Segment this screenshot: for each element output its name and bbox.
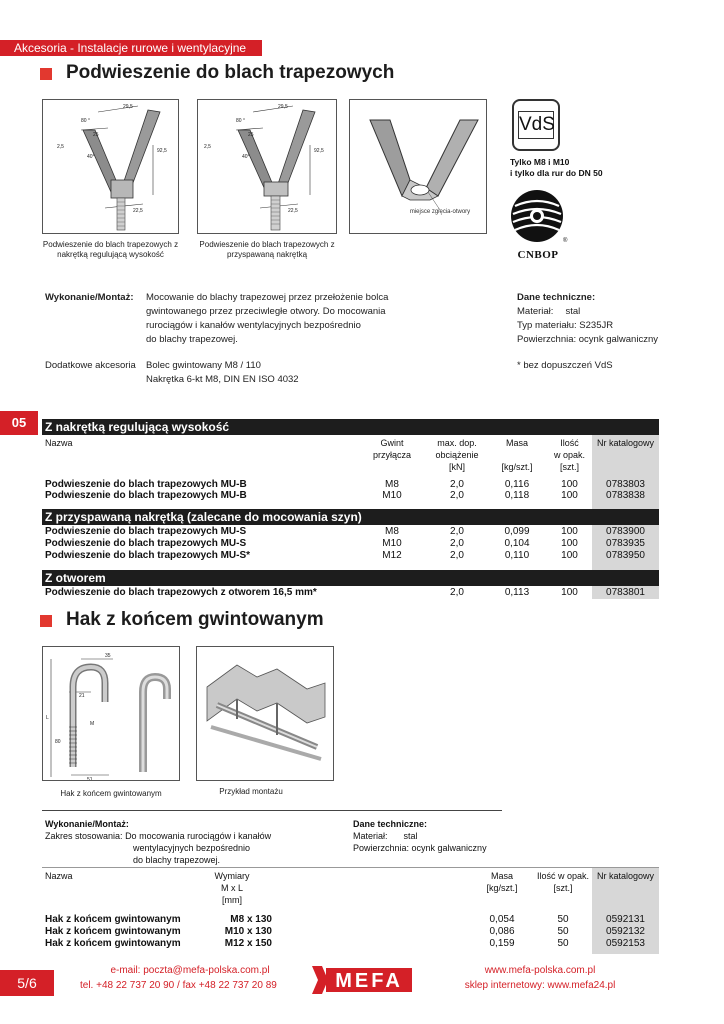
cnbop-text: CNBOP <box>517 249 559 261</box>
vds-logo <box>512 99 560 151</box>
dim-35: 35 <box>105 653 111 659</box>
vds-logo-text: VdS <box>518 111 554 139</box>
dim-2-5: 2,5 <box>57 144 64 150</box>
table-row: Hak z końcem gwintowanym M8 x 130 0,054 50 0592131 <box>45 914 645 925</box>
dim-40: 40° <box>87 154 95 160</box>
dim-22-5: 22,5 <box>288 208 298 214</box>
akcesoria-label: Dodatkowe akcesoria <box>45 360 136 371</box>
dim-92-5: 92,5 <box>157 148 167 154</box>
page-number: 5/6 <box>0 970 54 996</box>
dim-40: 40° <box>242 154 250 160</box>
tech-data: Dane techniczne: Materiał: stal Typ materiału: S235JR Powierzchnia: ocynk galwaniczny <box>517 292 658 345</box>
product-drawing-hole <box>349 99 487 234</box>
table1-header-row: Nazwa Gwint przyłącza max. dop. obciążenie [kN] Masa [kg/szt.] Ilość w opak. [szt.] Nr katalogowy <box>45 438 655 472</box>
dim-80: 80 ° <box>236 118 245 124</box>
cnbop-logo <box>507 188 569 261</box>
dim-22-5: 22,5 <box>133 208 143 214</box>
caption-mounting: Przykład montażu <box>219 787 283 796</box>
product-drawing-mu-s <box>197 99 337 234</box>
hook-tech-data: Dane techniczne: Materiał: stal Powierzchnia: ocynk galwaniczny <box>353 819 487 853</box>
product-drawing-mu-b <box>42 99 179 234</box>
table-row: Hak z końcem gwintowanym M12 x 150 0,159 50 0592153 <box>45 938 645 949</box>
table-row: Hak z końcem gwintowanym M10 x 130 0,086 50 0592132 <box>45 926 645 937</box>
vds-note: Tylko M8 i M10 i tylko dla rur do DN 50 <box>510 157 603 178</box>
divider <box>42 867 659 868</box>
table-row: Podwieszenie do blach trapezowych MU-S M8 2,0 0,099 100 0783900 <box>45 526 645 537</box>
caption-mu-s: Podwieszenie do blach trapezowych z przyspawaną nakrętką <box>199 240 335 259</box>
table-row: Podwieszenie do blach trapezowych z otworem 16,5 mm* 2,0 0,113 100 0783801 <box>45 587 645 598</box>
table2-heading: Z przyspawaną nakrętką (zalecane do mocowania szyn) <box>42 509 659 525</box>
footer-shop[interactable]: sklep internetowy: www.mefa24.pl <box>464 980 616 991</box>
dim-25: 25 <box>248 132 254 138</box>
dim-2-5: 2,5 <box>204 144 211 150</box>
footer-phone: tel. +48 22 737 20 90 / fax +48 22 737 20 89 <box>80 980 277 991</box>
dim-25: 25 <box>93 132 99 138</box>
dim-80: 80 ° <box>81 118 90 124</box>
dim-80: 80 <box>55 739 61 745</box>
caption-mu-b: Podwieszenie do blach trapezowych z nakrętką regulującą wysokość <box>42 240 179 259</box>
mounting-example-image <box>196 646 334 781</box>
dim-51: 51 <box>87 777 93 781</box>
table-row: Podwieszenie do blach trapezowych MU-B M10 2,0 0,118 100 0783838 <box>45 490 645 501</box>
table3-body <box>42 587 659 599</box>
montaz-label: Wykonanie/Montaż: <box>45 292 134 303</box>
table2-body <box>42 526 659 562</box>
table-row: Podwieszenie do blach trapezowych MU-B M8 2,0 0,116 100 0783803 <box>45 479 645 490</box>
chapter-tab: 05 <box>0 411 38 435</box>
dim-21: 21 <box>79 693 85 699</box>
hook-table-body <box>42 914 659 950</box>
table3-heading: Z otworem <box>42 570 659 586</box>
bend-holes-label: miejsce zgięcia-otwory <box>409 209 471 215</box>
dim-29-5: 29,5 <box>278 104 288 110</box>
dim-92-5: 92,5 <box>314 148 324 154</box>
akcesoria-list: Bolec gwintowany M8 / 110 Nakrętka 6-kt M8, DIN EN ISO 4032 <box>146 360 299 385</box>
footer-email[interactable]: e-mail: poczta@mefa-polska.com.pl <box>110 965 270 976</box>
divider <box>42 810 502 811</box>
hook-drawing <box>42 646 180 781</box>
category-bar <box>0 40 262 56</box>
svg-text:®: ® <box>563 238 568 244</box>
section2-title: Hak z końcem gwintowanym <box>66 609 324 630</box>
table1-heading: Z nakrętką regulującą wysokość <box>42 419 659 435</box>
mefa-logo-text: MEFA <box>335 970 403 992</box>
vds-footnote: * bez dopuszczeń VdS <box>517 360 613 371</box>
title-marker <box>40 615 52 627</box>
hook-montaz: Wykonanie/Montaż: Zakres stosowania: Do mocowania rurociągów i kanałów wentylacyjnych bezpośrednio do blachy trapezowej. <box>45 819 272 865</box>
table-row: Podwieszenie do blach trapezowych MU-S M10 2,0 0,104 100 0783935 <box>45 538 645 549</box>
category-label: Akcesoria - Instalacje rurowe i wentylacyjne <box>14 41 247 55</box>
caption-hook: Hak z końcem gwintowanym <box>60 789 162 798</box>
mefa-logo <box>310 962 414 998</box>
dim-m: M <box>90 721 95 727</box>
montaz-description: Mocowanie do blachy trapezowej przez przełożenie bolca gwintowanego przez przeciwległe otwory. Do mocowania rurociągów i kanałów wentylacyjnych bezpośrednio do blachy trapezowej. <box>146 292 389 345</box>
hook-table-header: Nazwa Wymiary M x L [mm] Masa [kg/szt.] Ilość w opak. [szt.] Nr katalogowy <box>45 871 655 905</box>
table1-body <box>42 479 659 501</box>
dim-l: L <box>46 715 49 721</box>
section1-title: Podwieszenie do blach trapezowych <box>66 62 395 83</box>
footer-website[interactable]: www.mefa-polska.com.pl <box>484 965 596 976</box>
table-row: Podwieszenie do blach trapezowych MU-S* M12 2,0 0,110 100 0783950 <box>45 550 645 561</box>
dim-29-5: 29,5 <box>123 104 133 110</box>
title-marker <box>40 68 52 80</box>
